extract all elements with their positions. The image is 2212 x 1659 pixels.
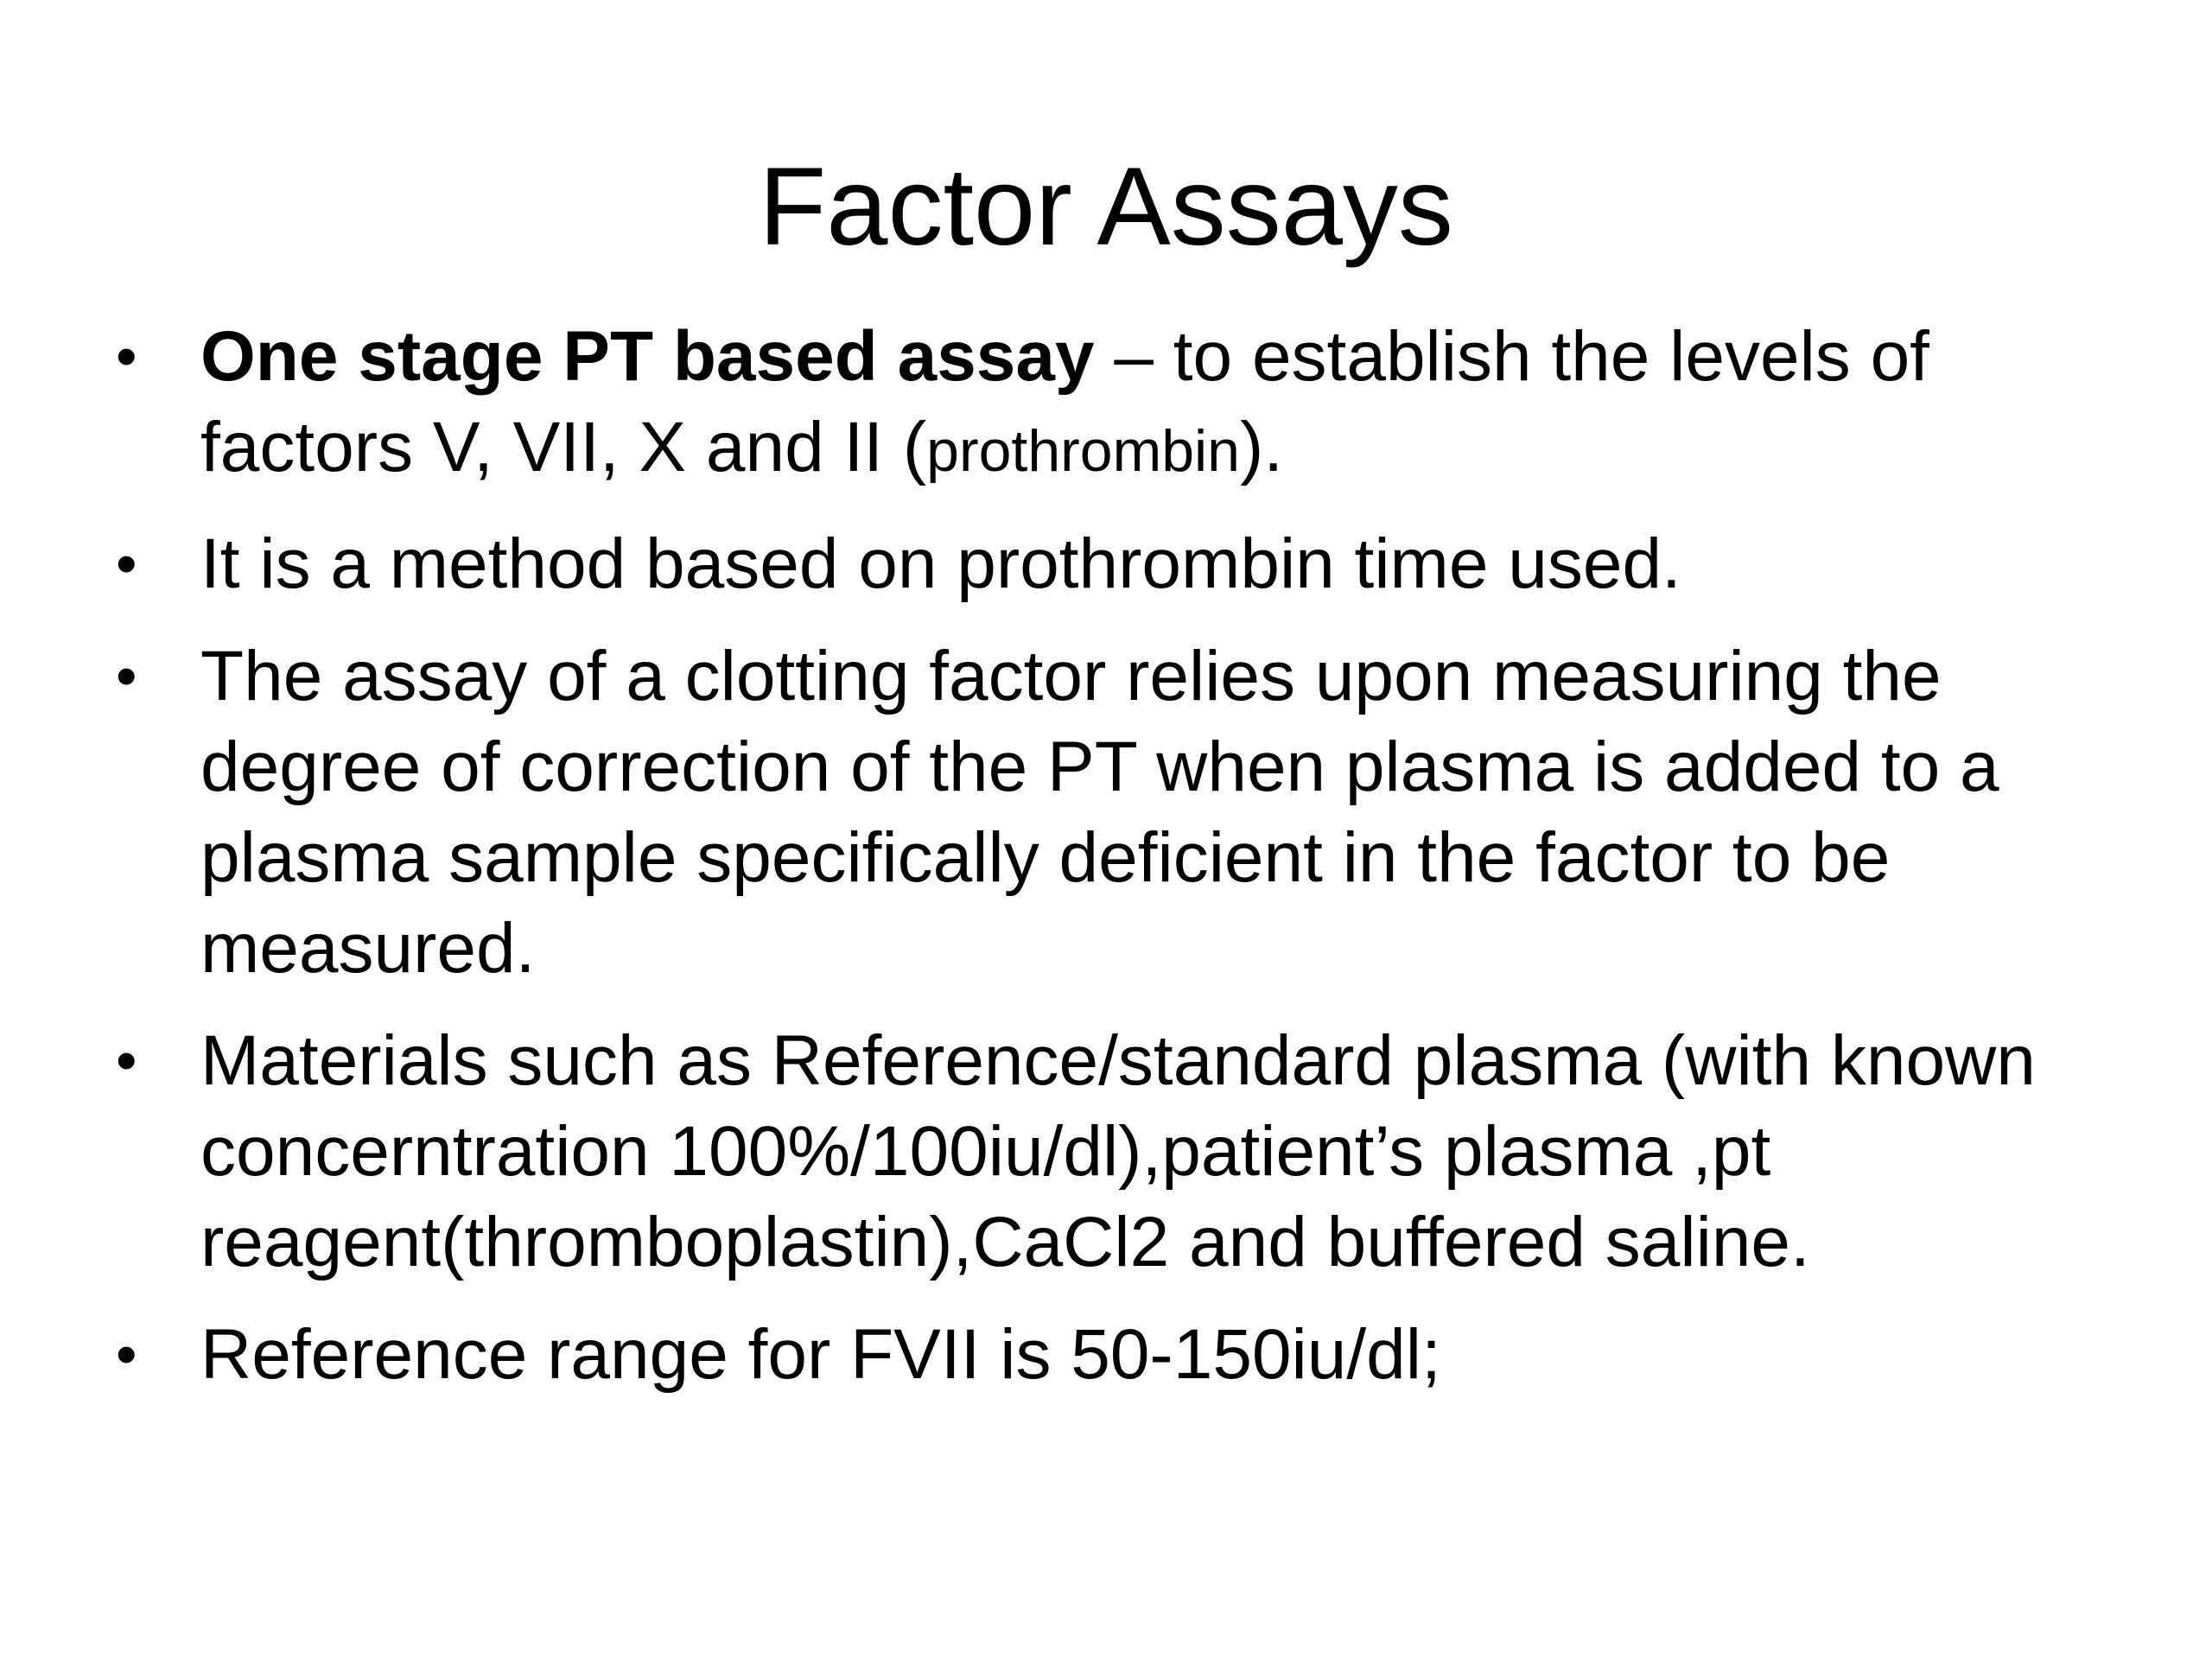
bullet-text: – to establish the levels of factors V, VII, X and II ( <box>200 317 1929 486</box>
bullet-text: It is a method based on prothrombin time used. <box>200 524 1681 603</box>
bullet-bold-text: One stage PT based assay <box>200 317 1095 396</box>
bullet-dot-icon: • <box>116 322 137 390</box>
slide-title: Factor Assays <box>759 145 1453 269</box>
bullet-item <box>104 1015 2126 1287</box>
bullet-small-text: prothrombin <box>926 418 1240 484</box>
bullet-item <box>104 518 2126 609</box>
bullet-text: The assay of a clotting factor relies upon measuring the degree of correction of the PT when plasma is added to a plasma sample specifically deficient in the factor to be measured. <box>200 637 1999 988</box>
bullet-dot-icon: • <box>116 1027 137 1094</box>
bullet-text: Materials such as Reference/standard plasma (with known concerntration 100%/100iu/dl),patient’s plasma ,pt reagent(thromboplastin),CaCl2 and buffered saline. <box>200 1021 2036 1281</box>
bullet-dot-icon: • <box>116 1320 137 1388</box>
bullet-dot-icon: • <box>116 642 137 709</box>
bullet-item <box>104 311 2126 497</box>
bullet-item <box>104 631 2126 994</box>
bullet-item <box>104 1309 2126 1400</box>
bullet-text-end: ). <box>1239 408 1284 486</box>
bullet-dot-icon: • <box>116 530 137 597</box>
bullet-text: Reference range for FVII is 50-150iu/dl; <box>200 1315 1441 1394</box>
bullet-list <box>104 311 2126 1421</box>
